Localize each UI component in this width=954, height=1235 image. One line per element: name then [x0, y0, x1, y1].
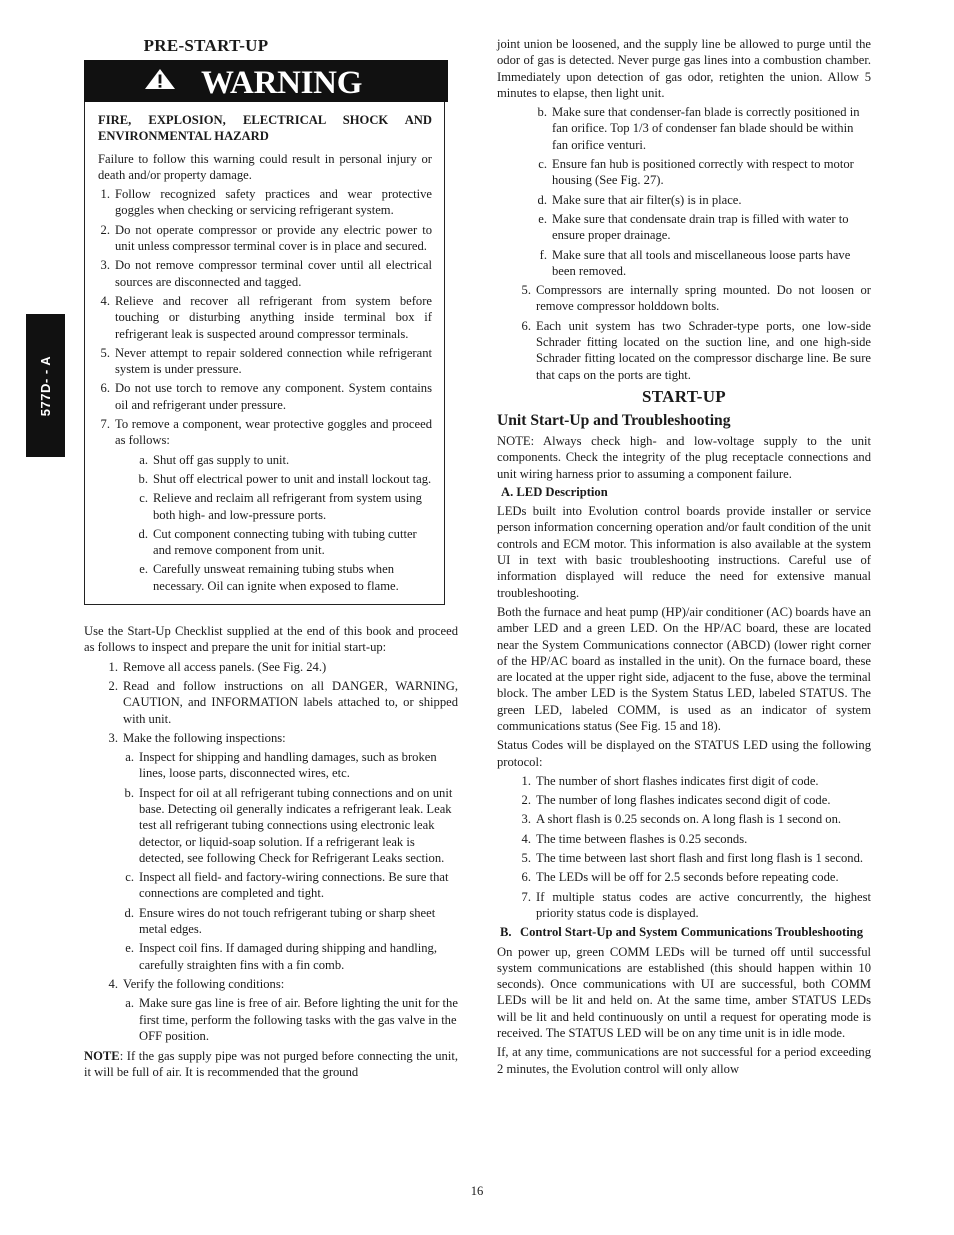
warning-item-text: Do not use torch to remove any component. System contains oil and refrigerant under pressure. — [115, 381, 432, 412]
inspection-item-text: Ensure wires do not touch refrigerant tubing or sharp sheet metal edges. — [139, 905, 436, 937]
protocol-item-number: 7. — [521, 889, 531, 904]
warning-item — [98, 186, 432, 219]
prestart-step-number: 5. — [521, 283, 531, 298]
condition-item-number: c. — [538, 157, 547, 172]
warning-subitem — [98, 452, 432, 468]
condition-item — [84, 995, 458, 1044]
prestart-step-text: Make the following inspections: — [123, 730, 286, 745]
warning-item-number: 2. — [100, 222, 110, 237]
warning-item-text: Do not operate compressor or provide any electric power to unit unless compressor terminal cover is in place and secured. — [115, 222, 432, 254]
warning-subitem-text: Shut off electrical power to unit and install lockout tag. — [153, 471, 432, 486]
condition-list-continued — [497, 104, 871, 279]
section-b-heading — [497, 924, 871, 940]
unit-start-up-subheading: Unit Start-Up and Troubleshooting — [497, 411, 731, 429]
condition-list — [84, 995, 458, 1044]
protocol-item-number: 1. — [521, 773, 531, 788]
prestart-step-text: Remove all access panels. (See Fig. 24.) — [123, 659, 327, 674]
protocol-item — [497, 850, 871, 866]
section-b-number: B. — [500, 925, 512, 940]
warning-item-number: 6. — [100, 381, 110, 396]
section-a-heading: A. LED Description — [501, 484, 608, 499]
prestart-step — [84, 659, 458, 675]
protocol-item-text: The time between last short flash and first long flash is 1 second. — [536, 851, 864, 866]
condition-item — [497, 156, 871, 189]
warning-subitem-number: e. — [139, 562, 148, 577]
condition-item-number: e. — [538, 211, 547, 226]
prestart-step-text: Compressors are internally spring mounted. Do not loosen or remove compressor holddown bolts. — [536, 283, 871, 314]
condition-item-text: Ensure fan hub is positioned correctly with respect to motor housing (See Fig. 27). — [552, 157, 854, 188]
note-label: NOTE — [84, 1049, 120, 1064]
warning-item-number: 1. — [100, 187, 110, 202]
inspection-item — [84, 869, 458, 902]
inspection-item-number: a. — [125, 750, 134, 765]
protocol-item — [497, 811, 871, 827]
warning-title: FIRE, EXPLOSION, ELECTRICAL SHOCK AND ENVIRONMENTAL HAZARD — [98, 113, 432, 144]
protocol-item-text: If multiple status codes are active concurrently, the highest priority status code is displayed. — [536, 889, 871, 920]
prestart-step — [84, 730, 458, 746]
led-description-paragraph: LEDs built into Evolution control boards provide installer or service person information concerning operation and/or fault condition of the unit controls and ECM motor. This information is also available at the system UI in text with basic troubleshooting instructions. Careful use of information displayed will reduce the need for extensive manual troubleshooting. — [497, 504, 871, 600]
warning-subitem-text: Relieve and reclaim all refrigerant from system using both high- and low-pressure ports. — [153, 491, 422, 522]
condition-item-number: f. — [539, 247, 547, 262]
condition-item-number: d. — [537, 192, 547, 207]
condition-item-text: Make sure that air filter(s) is in place. — [552, 192, 742, 207]
condition-item — [497, 192, 871, 208]
protocol-item-text: The number of long flashes indicates second digit of code. — [536, 793, 831, 808]
warning-subitem-text: Carefully unsweat remaining tubing stubs when necessary. Oil can ignite when exposed to flame. — [153, 562, 399, 593]
warning-subitem-text: Cut component connecting tubing with tubing cutter and remove component from unit. — [153, 526, 417, 558]
pre-start-up-heading: PRE-START-UP — [143, 36, 269, 55]
inspection-item-number: d. — [124, 905, 134, 920]
protocol-item — [497, 773, 871, 789]
warning-intro: Failure to follow this warning could result in personal injury or death and/or property damage. — [98, 151, 432, 182]
protocol-item — [497, 831, 871, 847]
protocol-item — [497, 889, 871, 922]
warning-subitem-number: c. — [139, 491, 148, 506]
inspection-item-text: Inspect coil fins. If damaged during shipping and handling, carefully straighten fins with a fin comb. — [139, 941, 437, 972]
protocol-item-number: 2. — [521, 793, 531, 808]
start-up-intro: Use the Start-Up Checklist supplied at the end of this book and proceed as follows to inspect and prepare the unit for initial start-up: — [84, 624, 458, 655]
protocol-item — [497, 869, 871, 885]
protocol-item-number: 5. — [521, 851, 531, 866]
inspection-item — [84, 905, 458, 938]
warning-item-text: To remove a component, wear protective goggles and proceed as follows: — [115, 417, 432, 448]
warning-item — [98, 257, 432, 290]
protocol-item-text: The number of short flashes indicates first digit of code. — [536, 773, 819, 788]
warning-subitem — [98, 490, 432, 523]
inspection-item-number: e. — [125, 941, 134, 956]
warning-body — [85, 102, 444, 604]
condition-item-text: Make sure that all tools and miscellaneous loose parts have been removed. — [552, 247, 851, 278]
side-tab — [26, 314, 65, 457]
condition-item-text: Make sure that condensate drain trap is filled with water to ensure proper drainage. — [552, 211, 849, 243]
prestart-step-number: 4. — [108, 976, 118, 991]
warning-sublist — [98, 452, 432, 594]
protocol-item-number: 6. — [521, 870, 531, 885]
protocol-item-text: The LEDs will be off for 2.5 seconds before repeating code. — [536, 870, 839, 885]
prestart-step — [497, 282, 871, 315]
status-codes-paragraph: Status Codes will be displayed on the STATUS LED using the following protocol: — [497, 738, 871, 769]
warning-item — [98, 345, 432, 378]
prestart-step-number: 3. — [108, 730, 118, 745]
condition-item — [497, 104, 871, 153]
inspection-item-text: Inspect for oil at all refrigerant tubing connections and on unit base. Detecting oil generally indicates a refrigerant leak. Leak test all refrigerant tubing connections using electronic leak detector, or liquid-soap solution. If a refrigerant leak is detected, see following Check for Refrigerant Leaks section. — [139, 785, 453, 865]
communications-paragraph: If, at any time, communications are not successful for a period exceeding 2 minutes, the Evolution control will only allow — [497, 1045, 871, 1076]
condition-item-text: Make sure that condenser-fan blade is correctly positioned in fan orifice. Top 1/3 of condenser fan blade should be within fan orifice venturi. — [552, 105, 860, 152]
prestart-step — [84, 678, 458, 727]
warning-subitem — [98, 471, 432, 487]
prestart-step-4 — [84, 976, 458, 992]
warning-subitem-number: d. — [138, 526, 148, 541]
warning-triangle-icon — [144, 68, 176, 90]
right-column — [497, 36, 871, 1077]
inspection-list — [84, 749, 458, 973]
prestart-step-number: 6. — [521, 318, 531, 333]
side-tab-label: 577D- - A — [37, 355, 53, 416]
start-up-heading: START-UP — [642, 386, 726, 406]
gas-purge-note — [84, 1048, 458, 1081]
condition-item-number: a. — [125, 996, 134, 1011]
page-number: 16 — [470, 1184, 484, 1198]
protocol-item-number: 4. — [521, 831, 531, 846]
inspection-item — [84, 940, 458, 973]
protocol-item-text: A short flash is 0.25 seconds on. A long flash is 1 second on. — [536, 812, 842, 827]
prestart-step-text: Each unit system has two Schrader-type ports, one low-side Schrader fitting located on the suction line, and one high-side Schrader fitting located on the compressor discharge line. Be sure that caps on the ports are tight. — [536, 318, 871, 382]
warning-item-text: Do not remove compressor terminal cover until all electrical sources are disconnected and tagged. — [115, 258, 432, 289]
inspection-item-number: c. — [125, 870, 134, 885]
warning-item — [98, 380, 432, 413]
warning-item-number: 5. — [100, 345, 110, 360]
protocol-item-text: The time between flashes is 0.25 seconds. — [536, 831, 748, 846]
warning-box — [84, 60, 445, 605]
prestart-step-number: 1. — [108, 659, 118, 674]
inspection-item — [84, 785, 458, 866]
warning-item-number: 3. — [100, 258, 110, 273]
protocol-item-number: 3. — [521, 812, 531, 827]
prestart-steps-continued — [497, 282, 871, 383]
led-location-paragraph: Both the furnace and heat pump (HP)/air conditioner (AC) boards have an amber LED and a green LED. On the HP/AC board, these are located near the System Communications connector (ABCD) (lower right corner of the HP/AC board as installed in the unit). On the furnace board, these are located at the upper right side, adjacent to the fuse, above the terminal block. The amber LED is the System Status LED, labeled STATUS. The green LED, labeled COMM, is used as an indicator of system communications status (See Fig. 15 and 18). — [497, 604, 871, 733]
warning-item-text: Relieve and recover all refrigerant from system before touching or disturbing anything inside terminal box if refrigerant leak is suspected around compressor terminals. — [115, 293, 432, 341]
warning-subitem — [98, 561, 432, 594]
left-column — [84, 36, 458, 1081]
warning-label: WARNING — [201, 65, 363, 101]
inspection-item — [84, 749, 458, 782]
prestart-steps — [84, 659, 458, 746]
prestart-step-number: 2. — [108, 678, 118, 693]
voltage-note: NOTE: Always check high- and low-voltage supply to the unit components. Check the integrity of the plug receptacle connections and unit wiring harness prior to assuming a component failure. — [497, 433, 871, 481]
prestart-step — [84, 976, 458, 992]
prestart-step — [497, 318, 871, 383]
condition-item-text: Make sure gas line is free of air. Before lighting the unit for the first time, perform the following tasks with the gas valve in the OFF position. — [139, 996, 458, 1043]
warning-subitem-number: b. — [138, 471, 148, 486]
warning-item — [98, 416, 432, 449]
warning-subitem — [98, 526, 432, 559]
warning-subitem-number: a. — [139, 452, 148, 467]
warning-item-text: Never attempt to repair soldered connection while refrigerant system is under pressure. — [115, 345, 432, 377]
section-b-title: Control Start-Up and System Communications Troubleshooting — [520, 925, 863, 940]
warning-subitem-text: Shut off gas supply to unit. — [153, 452, 290, 467]
note-text: : If the gas supply pipe was not purged before connecting the unit, it will be full of air. It is recommended that the ground — [84, 1049, 458, 1080]
inspection-item-text: Inspect for shipping and handling damages, such as broken lines, loose parts, disconnected wires, etc. — [139, 750, 437, 781]
warning-list — [98, 186, 432, 448]
protocol-list — [497, 773, 871, 921]
condition-item — [497, 247, 871, 280]
warning-item — [98, 222, 432, 255]
condition-item-number: b. — [537, 105, 547, 120]
inspection-item-number: b. — [124, 785, 134, 800]
continued-paragraph: joint union be loosened, and the supply line be allowed to purge until the odor of gas is detected. Never purge gas lines into a combustion chamber. Immediately upon detection of gas odor, retighten the union. Allow 5 minutes to elapse, then light unit. — [497, 37, 871, 100]
prestart-step-text: Read and follow instructions on all DANGER, WARNING, CAUTION, and INFORMATION labels attached to, or shipped with unit. — [123, 678, 458, 726]
condition-item — [497, 211, 871, 244]
warning-item-number: 7. — [100, 417, 110, 432]
protocol-item — [497, 792, 871, 808]
warning-item-text: Follow recognized safety practices and wear protective goggles when checking or servicing refrigerant system. — [115, 187, 432, 218]
warning-item — [98, 293, 432, 342]
prestart-step-text: Verify the following conditions: — [123, 976, 285, 991]
power-up-paragraph: On power up, green COMM LEDs will be turned off until successful system communications are established (this should happen within 10 seconds). Once communications with UI are successful, both COMM LEDs will be lit and held on. At the same time, amber STATUS LEDs will be lit and held continuously on until a request for operating mode is received. The STATUS LED will be on any time unit is in idle mode. — [497, 944, 871, 1041]
inspection-item-text: Inspect all field- and factory-wiring connections. Be sure that connections are completed and tight. — [139, 870, 449, 901]
warning-item-number: 4. — [100, 293, 110, 308]
warning-banner — [84, 60, 448, 102]
